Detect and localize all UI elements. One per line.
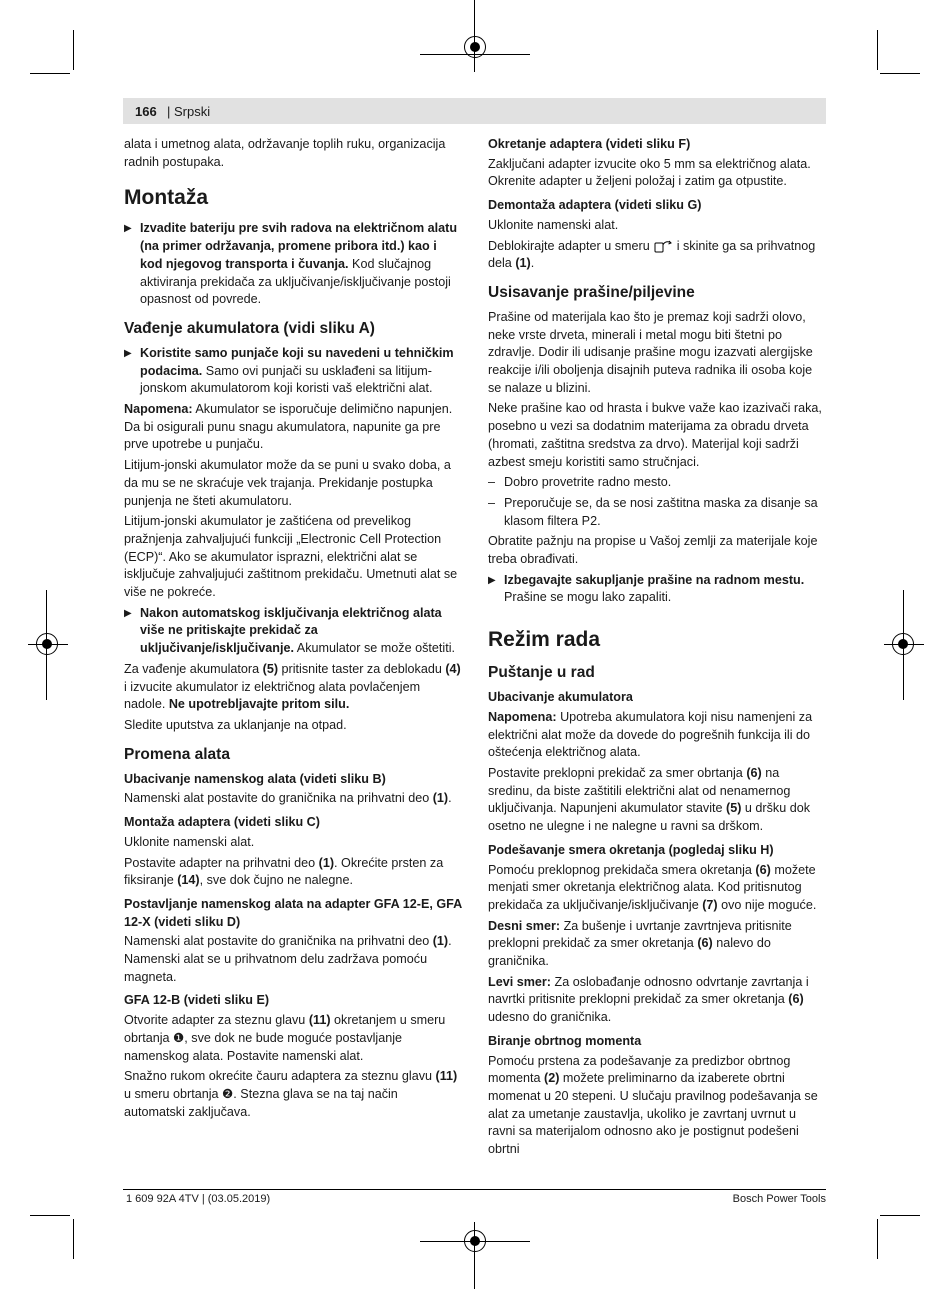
list-item: – Dobro provetrite radno mesto. [488,474,826,492]
warning-bullet: ▶ Izvadite bateriju pre svih radova na električnom alatu (na primer održavanja, promene pribora itd.) kao i kod njegovog transporta i čuvanja. Kod slučajnog aktiviranja prekidača za uključivanje/isključivanje postoji opasnost od povrede. [124,220,462,309]
language-label: | Srpski [167,104,211,119]
crop-mark [30,1215,70,1216]
subsection-title: Demontaža adaptera (videti sliku G) [488,198,702,213]
paragraph: Prašine od materijala kao što je premaz koji sadrži olovo, neke vrste drveta, minerali i metal mogu biti štetni po zdravlje. Dodir ili udisanje prašine mogu izazvati alergijske reakcije i/ili oboljenja disajnih puteva radnika ili osoba koje se nalaze u blizini. [488,309,813,395]
warning-bullet: ▶ Koristite samo punjače koji su navedeni u tehničkim podacima. Samo ovi punjači su usklađeni sa litijum-jonskom akumulatorom koji koristi vaš električni alat. [124,345,462,398]
paragraph: Namenski alat postavite do graničnika na prihvatni deo (1). [124,791,452,806]
registration-mark-icon [464,36,486,58]
subsection-title: Biranje obrtnog momenta [488,1033,642,1048]
crop-mark [880,73,920,74]
crop-mark [880,1215,920,1216]
section-title-usisavanje: Usisavanje prašine/piljevine [488,283,695,301]
footer-doc-number: 1 609 92A 4TV | (03.05.2019) [126,1193,271,1205]
paragraph: Postavite preklopni prekidač za smer obrtanja (6) na sredinu, da biste zaštitili električni alat od nenamernog uključivanja. Napunjeni akumulator stavite (5) u dršku dok osetno ne ulegne i ne nalegne u ravni sa drškom. [488,765,811,834]
paragraph: Otvorite adapter za steznu glavu (11) okretanjem u smeru obrtanja ❶, sve dok ne bude moguće postavljanje namenskog alata. Postavite namenski alat. [124,1013,446,1063]
crop-mark [73,1219,74,1259]
intro-text: alata i umetnog alata, održavanje toplih ruku, organizacija radnih postupaka. [124,137,446,169]
list-item: – Preporučuje se, da se nosi zaštitna maska za disanje sa klasom filtera P2. [488,495,826,530]
warning-bullet: ▶ Nakon automatskog isključivanja električnog alata više ne pritiskajte prekidač za uključivanje/isključivanje. Akumulator se može oštetiti. [124,605,462,658]
unlock-rotation-icon [653,239,673,253]
subsection-title: Ubacivanje namenskog alata (videti sliku B) [124,771,386,786]
subsection-title: Ubacivanje akumulatora [488,690,633,705]
subsection-title: GFA 12-B (videti sliku E) [124,993,270,1008]
paragraph: Levi smer: Za oslobađanje odnosno odvrtanje zavrtanja i navrtki pritisnite preklopni prekidač za smer okretanja (6) udesno do graničnika. [488,974,809,1025]
paragraph: Zaključani adapter izvucite oko 5 mm sa električnog alata. Okrenite adapter u željeni položaj i zatim ga otpustite. [488,156,811,189]
footer-divider [123,1189,826,1190]
registration-mark-icon [464,1230,486,1252]
section-title-promena: Promena alata [124,745,230,763]
warning-bullet: ▶ Izbegavajte sakupljanje prašine na radnom mestu. Prašine se mogu lako zapaliti. [488,572,826,607]
subsection-title: Montaža adaptera (videti sliku C) [124,815,320,830]
paragraph: Obratite pažnju na propise u Vašoj zemlji za materijale koje treba obrađivati. [488,534,818,567]
paragraph: Pomoću preklopnog prekidača smera okretanja (6) možete menjati smer okretanja električnog alata. Kod pritisnutog prekidača za uključivanje/isključivanje (7) ovo nije moguće. [488,862,817,912]
crop-mark [877,1219,878,1259]
section-title-rezim: Režim rada [488,628,601,652]
paragraph: Pomoću prstena za podešavanje za predizbor obrtnog momenta (2) možete preliminarno da izaberete obrtni momenat u 20 stepeni. U slučaju pravilnog podešavanja se alat za umetanje zaustavlja, ukoliko je zavrtanj uvrnut u ravni sa materijalom odnosno ako je postignut podešeni obrtni [488,1053,818,1157]
subsection-title: Podešavanje smera okretanja (pogledaj sliku H) [488,842,774,857]
crop-mark [30,73,70,74]
footer-brand: Bosch Power Tools [732,1193,826,1205]
registration-mark-icon [892,633,914,655]
section-title-montaza: Montaža [124,186,208,210]
subsection-title: Postavljanje namenskog alata na adapter GFA 12-E, GFA 12-X (videti sliku D) [124,896,462,929]
paragraph: Namenski alat postavite do graničnika na prihvatni deo (1). Namenski alat se u prihvatnom delu zadržava pomoću magneta. [124,934,452,984]
paragraph: Deblokirajte adapter u smeru i skinite ga sa prihvatnog dela (1). [488,238,816,271]
crop-mark [877,30,878,70]
paragraph: Snažno rukom okrećite čauru adaptera za steznu glavu (11) u smeru obrtanja ❷. Stezna glava se na taj način automatski zaključava. [124,1069,458,1119]
subsection-title: Okretanje adaptera (videti sliku F) [488,137,691,151]
paragraph: Uklonite namenski alat. [488,217,619,232]
note-paragraph: Napomena: Upotreba akumulatora koji nisu namenjeni za električni alat može da dovede do pogrešnih funkcija ili do oštećenja električnog alata. [488,709,813,760]
paragraph: Neke prašine kao od hrasta i bukve važe kao izazivači raka, posebno u vezi sa dodatnim materijama za obradu drveta (hromati, zaštitna sredstva za drvo). Materijal koji sadrži azbest smeju koristiti samo stručnjaci. [488,401,822,469]
paragraph: Uklonite namenski alat. [124,834,255,849]
left-column [124,136,462,1124]
section-title-pustanje: Puštanje u rad [488,664,595,682]
registration-mark-icon [36,633,58,655]
paragraph: Sledite uputstva za uklanjanje na otpad. [124,717,347,732]
right-column [488,136,826,1162]
crop-mark [73,30,74,70]
paragraph: Postavite adapter na prihvatni deo (1). Okrećite prsten za fiksiranje (14), sve dok čujno ne nalegne. [124,855,444,888]
paragraph: Litijum-jonski akumulator je zaštićena od prevelikog pražnjenja zahvaljujući funkciji „Electronic Cell Protection (ECP)“. Ako se akumulator isprazni, električni alat se isključuje zahvaljujući zaštitnom prekidaču. Umetnuti alat se više ne pokreće. [124,514,458,600]
page-number: 166 [135,104,157,119]
paragraph: Za vađenje akumulatora (5) pritisnite taster za deblokadu (4) i izvucite akumulator iz električnog alata povlačenjem nadole. Ne upotrebljavajte pritom silu. [124,661,461,712]
page-header [123,98,826,124]
note-paragraph: Napomena: Akumulator se isporučuje delimično napunjen. Da bi osigurali punu snagu akumulatora, napunite ga pre prve upotrebe u punjaču. [124,402,453,452]
paragraph: Desni smer: Za bušenje i uvrtanje zavrtnjeva pritisnite preklopni prekidač za smer okretanja (6) nalevo do graničnika. [488,918,792,969]
section-title-vadjenje: Vađenje akumulatora (vidi sliku A) [124,319,375,337]
paragraph: Litijum-jonski akumulator može da se puni u svako doba, a da mu se ne skraćuje vek trajanja. Prekidanje postupka punjenja ne šteti akumulatoru. [124,458,451,508]
